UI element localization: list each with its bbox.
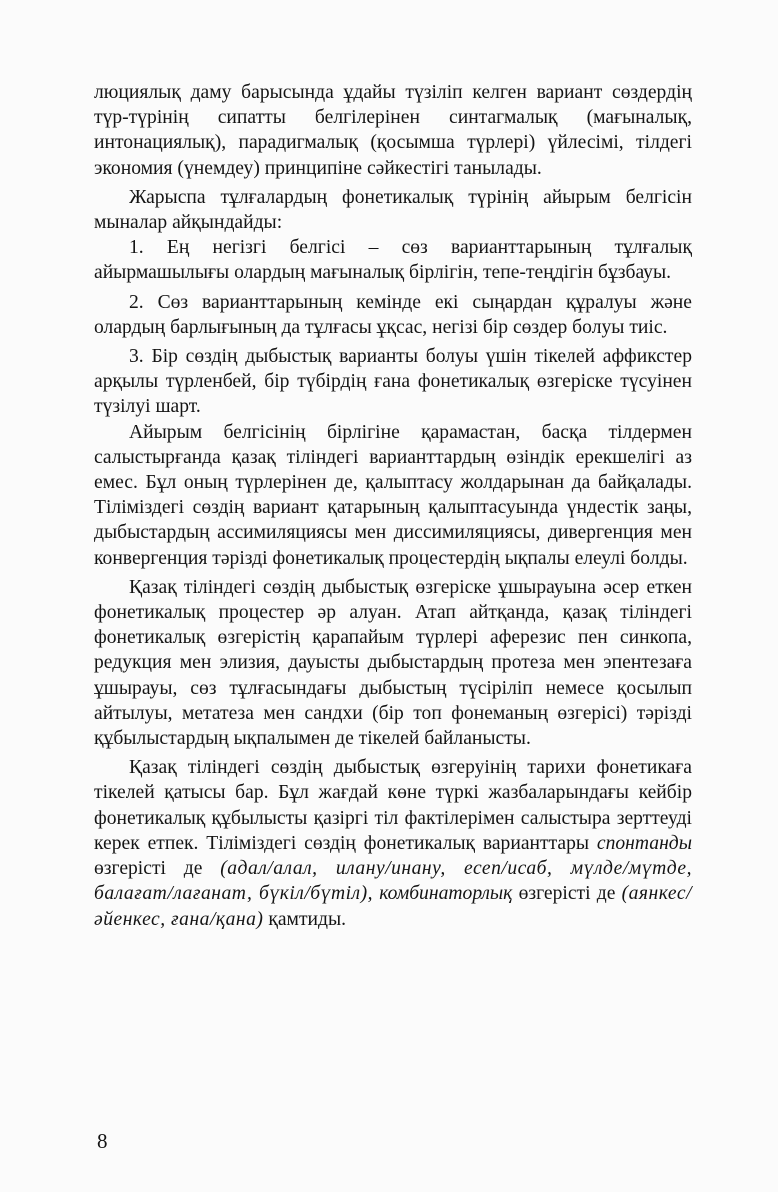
text-segment: өзгерісті де [512,883,622,905]
body-text [94,80,692,932]
paragraph-processes [94,575,692,751]
text-segment: қамтиды. [263,908,347,930]
text-segment: Айырым белгісінің бірлігіне қарамастан, басқа тілдермен салыстырғанда қазақ тіліндегі варианттардың өзіндік ерекшелігі аз емес. Бұл оның түрлерінен де, қалыптасу жолдарынан да байқалады. Тіліміздегі сөздің вариант қатарының қалыптасуында үндестік заңы, дыбыстардың ассимиляциясы мен диссимиляциясы, дивергенция мен конвергенция тәрізді фонетикалық процестердің ықпалы елеулі болды. [94,421,692,569]
list-item-1 [94,235,692,285]
text-segment: 3. Бір сөздің дыбыстық варианты болуы үшін тікелей аффикстер арқылы түрленбей, бір түбірдің ғана фонетикалық өзгеріске түсуінен түзілуі шарт. [94,346,692,418]
italic-term: комбинаторлық [379,883,513,905]
paragraph-features [94,420,692,571]
italic-term: спонтанды [596,832,692,854]
text-segment: Қазақ тіліндегі сөздің дыбыстық өзгеруінің тарихи фонетикаға тікелей қатысы бар. Бұл жағдай көне түркі жазбаларындағы кейбір фонетикалық құбылысты қазіргі тіл фактілерімен салыстыра зерттеуді керек етпек. Тіліміздегі сөздің фонетикалық варианттары [94,757,692,854]
text-segment: Жарыспа тұлғалардың фонетикалық түрінің айырым белгісін мыналар айқындайды: [94,186,692,234]
italic-examples: (адал/алал, илану/инану, есеп/исаб, мүлде/мүтде, балағат/лағанат, бүкіл/бүтіл), [94,858,693,905]
text-segment: өзгерісті де [94,858,221,880]
paragraph-continuation [94,80,692,181]
paragraph-intro [94,185,692,235]
text-segment: 2. Сөз варианттарының кемінде екі сыңардан құралуы және олардың барлығының да тұлғасы ұқсас, негізі бір сөздер болуы тиіс. [94,291,692,338]
text-segment: Қазақ тіліндегі сөздің дыбыстық өзгеріске ұшырауына әсер еткен фонетикалық процестер әр алуан. Атап айтқанда, қазақ тіліндегі фонетикалық өзгерістің қарапайым түрлері аферезис пен синкопа, редукция мен элизия, дауысты дыбыстардың протеза мен эпентезаға ұшырауы, сөз тұлғасындағы дыбыстың түсіріліп немесе қосылып айтылуы, метатеза мен сандхи (бір топ фонеманың өзгерісі) тәрізді құбылыстардың ықпалымен де тікелей байланысты. [94,576,692,750]
text-segment: 1. Ең негізгі белгісі – сөз варианттарының тұлғалық айырмашылығы олардың мағыналық бірлігін, тепе-теңдігін бұзбауы. [94,237,692,284]
italic-examples: (аянкес/әйенкес, ғана/қана) [94,883,693,930]
list-item-3 [94,344,692,420]
text-segment: люциялық даму барысында ұдайы түзіліп келген вариант сөздердің түр-түрінің сипатты белгілерінен синтагмалық (мағыналық, интонациялық), парадигмалық (қосымша түрлері) үйлесімі, тілдегі экономия (үнемдеу) принципіне сәйкестігі танылады. [94,82,692,179]
paragraph-history [94,755,692,931]
page-number: 8 [97,1129,108,1153]
list-item-2 [94,290,692,340]
